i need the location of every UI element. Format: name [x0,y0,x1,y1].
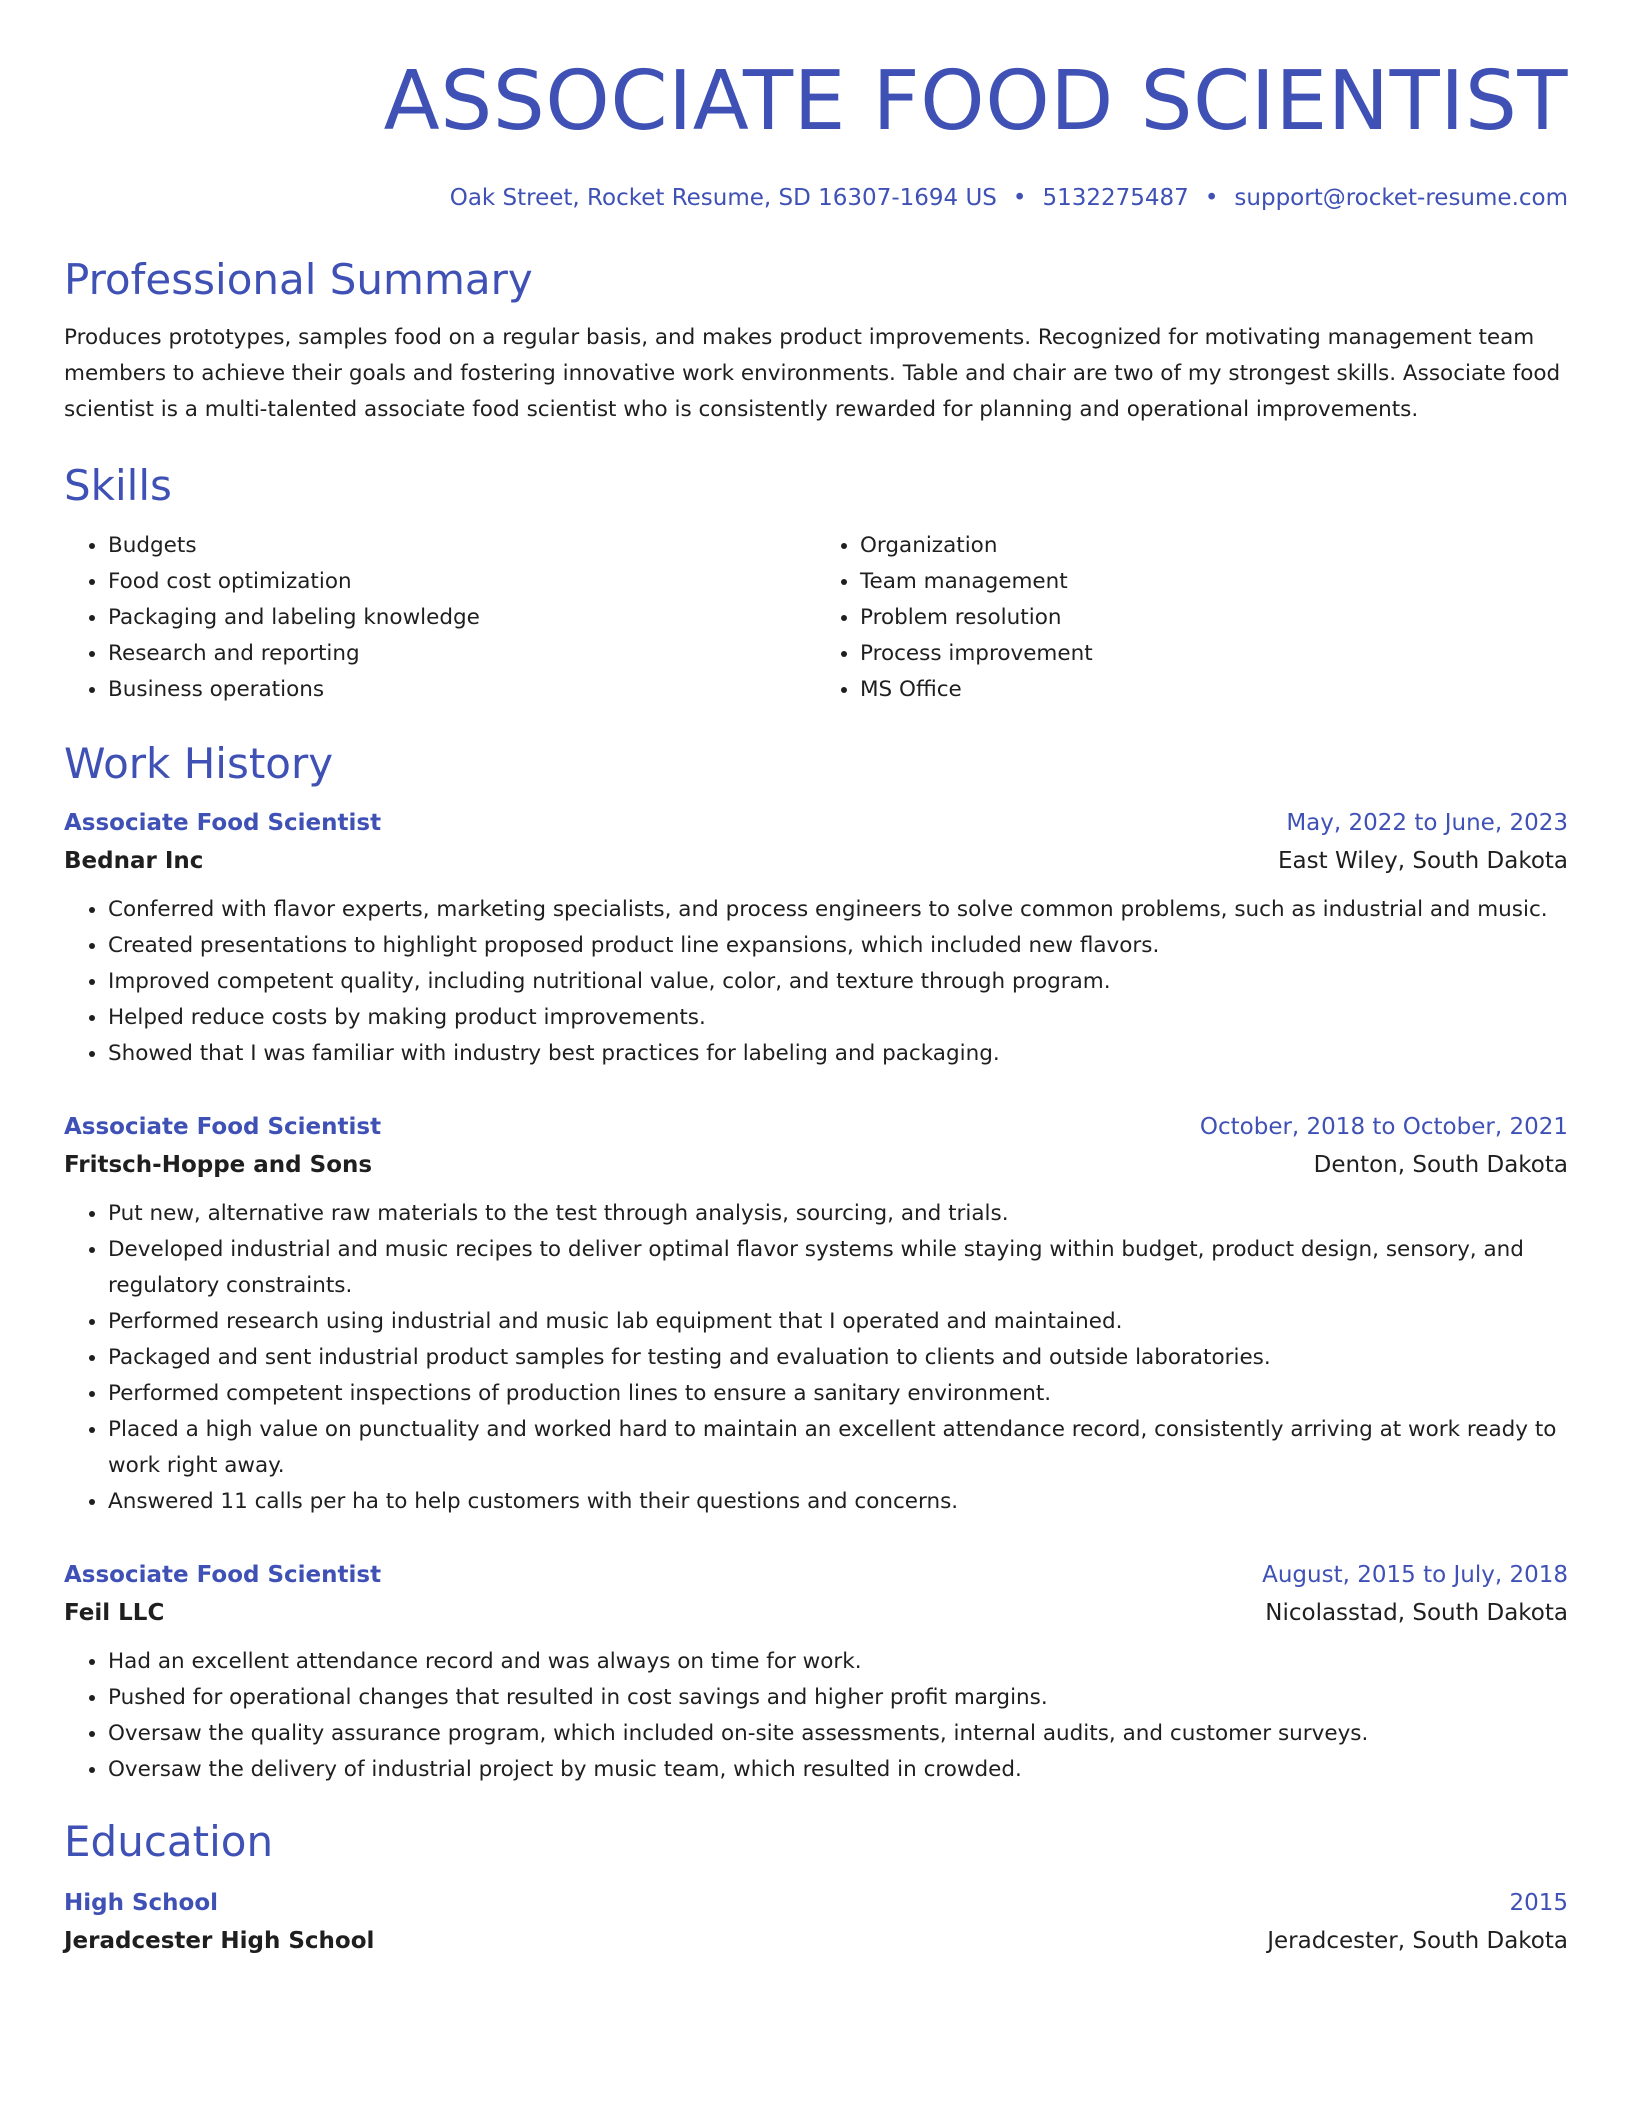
professional-summary-section [64,252,1568,428]
job-bullets [64,1644,1568,1788]
contact-address: Oak Street, Rocket Resume, SD 16307-1694 US [449,185,997,211]
job-entry [64,1556,1568,1788]
job-bullets [64,892,1568,1072]
job-location: Nicolasstad, South Dakota [1265,1600,1568,1626]
education-entry [64,1884,1568,1960]
job-bullet: • Oversaw the delivery of industrial project by music team, which resulted in crowded. [108,1752,1568,1788]
contact-line [64,182,1568,214]
skill-item: • Food cost optimization [108,564,816,600]
skill-item: • Organization [860,528,1568,564]
job-bullet: • Had an excellent attendance record and was always on time for work. [108,1644,1568,1680]
job-bullet: • Oversaw the quality assurance program, which included on-site assessments, internal audits, and customer surveys. [108,1716,1568,1752]
job-company: Feil LLC [64,1600,165,1626]
education-section [64,1814,1568,1960]
contact-separator: • [1012,185,1027,211]
job-company-row [64,1146,1568,1184]
candidate-name: ASSOCIATE FOOD SCIENTIST [383,54,1568,149]
skills-grid [64,528,1568,708]
job-dates: August, 2015 to July, 2018 [1262,1562,1568,1588]
job-title: Associate Food Scientist [64,1114,382,1140]
job-bullets [64,1196,1568,1520]
job-title-row [64,804,1568,842]
skills-section [64,458,1568,708]
job-title-row [64,1108,1568,1146]
contact-separator: • [1204,185,1219,211]
contact-email[interactable]: support@rocket-resume.com [1234,185,1568,211]
skill-item: • Business operations [108,672,816,708]
skill-item: • Packaging and labeling knowledge [108,600,816,636]
job-dates: October, 2018 to October, 2021 [1199,1114,1568,1140]
contact-phone: 5132275487 [1042,185,1189,211]
education-location: Jeradcester, South Dakota [1267,1928,1568,1954]
job-bullet: • Answered 11 calls per ha to help customers with their questions and concerns. [108,1484,1568,1520]
job-bullet: • Placed a high value on punctuality and worked hard to maintain an excellent attendance record, consistently arriving at work ready to work right away. [108,1412,1568,1484]
section-title-education: Education [64,1817,274,1866]
education-year: 2015 [1509,1890,1568,1916]
job-bullet: • Performed competent inspections of production lines to ensure a sanitary environment. [108,1376,1568,1412]
job-bullet: • Created presentations to highlight proposed product line expansions, which included new flavors. [108,928,1568,964]
skill-item: • MS Office [860,672,1568,708]
job-bullet: • Showed that I was familiar with industry best practices for labeling and packaging. [108,1036,1568,1072]
skills-column-left [64,528,816,708]
job-bullet: • Packaged and sent industrial product samples for testing and evaluation to clients and outside laboratories. [108,1340,1568,1376]
job-bullet: • Pushed for operational changes that resulted in cost savings and higher profit margins. [108,1680,1568,1716]
section-title-work-history: Work History [64,739,334,788]
job-company-row [64,1594,1568,1632]
education-degree: High School [64,1890,219,1916]
job-company-row [64,842,1568,880]
job-bullet: • Helped reduce costs by making product improvements. [108,1000,1568,1036]
job-location: Denton, South Dakota [1313,1152,1568,1178]
work-history-section [64,736,1568,1788]
job-entry [64,1108,1568,1520]
section-title-skills: Skills [64,461,172,510]
education-school: Jeradcester High School [64,1928,375,1954]
education-school-row [64,1922,1568,1960]
job-location: East Wiley, South Dakota [1278,848,1568,874]
job-title: Associate Food Scientist [64,1562,382,1588]
job-dates: May, 2022 to June, 2023 [1286,810,1568,836]
skill-item: • Problem resolution [860,600,1568,636]
job-company: Fritsch-Hoppe and Sons [64,1152,373,1178]
skill-item: • Team management [860,564,1568,600]
skill-item: • Budgets [108,528,816,564]
job-title-row [64,1556,1568,1594]
job-bullet: • Improved competent quality, including nutritional value, color, and texture through program. [108,964,1568,1000]
job-entry [64,804,1568,1072]
job-bullet: • Conferred with flavor experts, marketing specialists, and process engineers to solve common problems, such as industrial and music. [108,892,1568,928]
education-degree-row [64,1884,1568,1922]
job-company: Bednar Inc [64,848,204,874]
skill-item: • Process improvement [860,636,1568,672]
job-bullet: • Performed research using industrial and music lab equipment that I operated and maintained. [108,1304,1568,1340]
job-title: Associate Food Scientist [64,810,382,836]
skills-column-right [816,528,1568,708]
section-title-summary: Professional Summary [64,255,533,304]
skill-item: • Research and reporting [108,636,816,672]
job-bullet: • Put new, alternative raw materials to the test through analysis, sourcing, and trials. [108,1196,1568,1232]
resume-header [64,50,1568,214]
summary-text: Produces prototypes, samples food on a regular basis, and makes product improvements. Recognized for motivating management team members to achieve their goals and fostering innovative work environments. Table and chair are two of my strongest skills. Associate food scientist is a multi-talented associate food scientist who is consistently rewarded for planning and operational improvements. [64,325,1561,422]
job-bullet: • Developed industrial and music recipes to deliver optimal flavor systems while staying within budget, product design, sensory, and regulatory constraints. [108,1232,1568,1304]
